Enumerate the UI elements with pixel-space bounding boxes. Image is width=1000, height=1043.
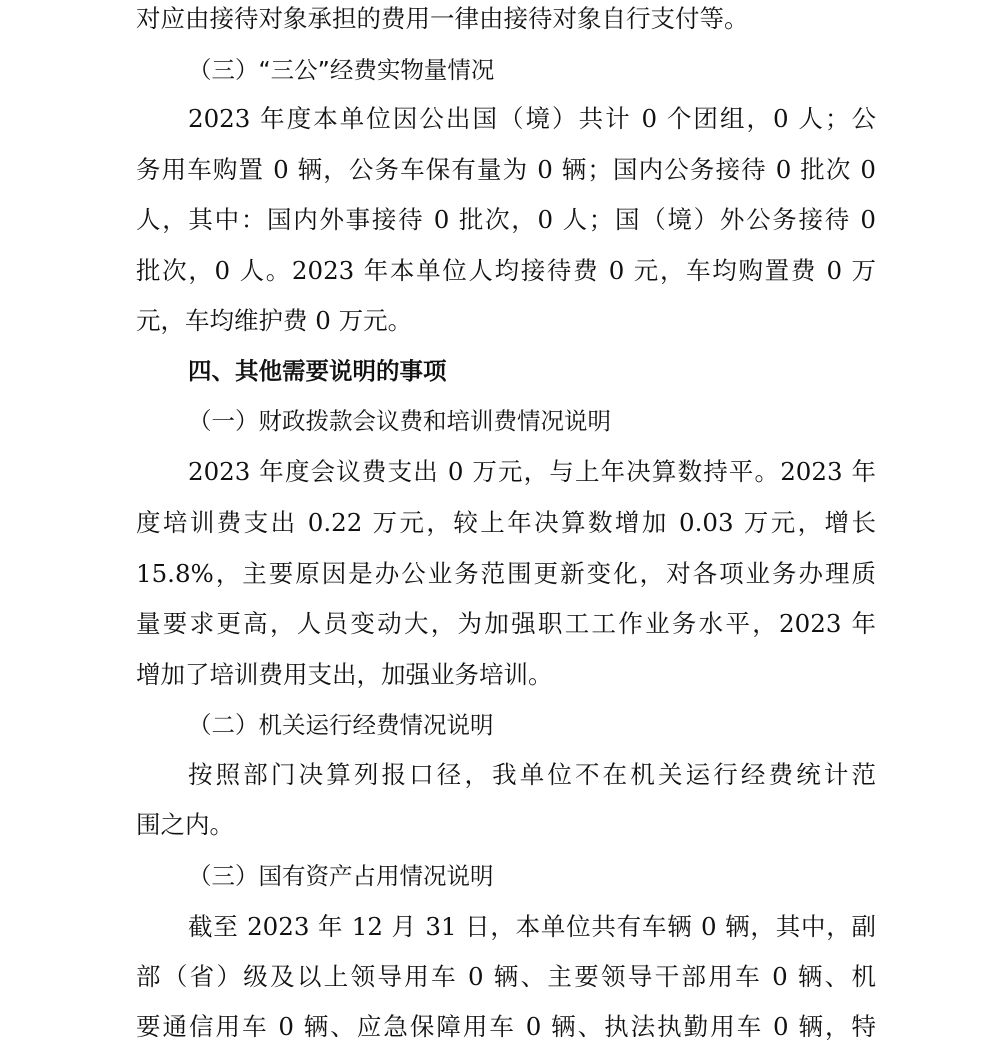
paragraph-line: 围之内。 xyxy=(136,810,234,839)
section-heading: （一）财政拨款会议费和培训费情况说明 xyxy=(188,407,611,435)
paragraph-line: 要通信用车 0 辆、应急保障用车 0 辆、执法执勤用车 0 辆，特 xyxy=(136,1012,876,1041)
paragraph-line: 部（省）级及以上领导用车 0 辆、主要领导干部用车 0 辆、机 xyxy=(136,962,876,991)
paragraph-line: 务用车购置 0 辆，公务车保有量为 0 辆；国内公务接待 0 批次 0 xyxy=(136,155,876,184)
paragraph-line: 量要求更高，人员变动大，为加强职工工作业务水平，2023 年 xyxy=(136,609,876,638)
paragraph-line: 元，车均维护费 0 万元。 xyxy=(136,306,413,335)
paragraph-line: 按照部门决算列报口径，我单位不在机关运行经费统计范 xyxy=(188,760,876,789)
paragraph-line: 对应由接待对象承担的费用一律由接待对象自行支付等。 xyxy=(136,4,749,33)
section-heading: （二）机关运行经费情况说明 xyxy=(188,711,494,739)
paragraph-line: 15.8%，主要原因是办公业务范围更新变化，对各项业务办理质 xyxy=(136,559,876,588)
paragraph-line: 批次，0 人。2023 年本单位人均接待费 0 元，车均购置费 0 万 xyxy=(136,256,876,285)
section-heading: （三）国有资产占用情况说明 xyxy=(188,862,494,890)
paragraph-line: 截至 2023 年 12 月 31 日，本单位共有车辆 0 辆，其中，副 xyxy=(188,912,876,941)
section-heading: （三）“三公”经费实物量情况 xyxy=(188,56,495,84)
paragraph-line: 增加了培训费用支出，加强业务培训。 xyxy=(136,660,553,689)
paragraph-line: 2023 年度本单位因公出国（境）共计 0 个团组，0 人；公 xyxy=(188,104,876,133)
paragraph-line: 2023 年度会议费支出 0 万元，与上年决算数持平。2023 年 xyxy=(188,457,876,486)
paragraph-line: 度培训费支出 0.22 万元，较上年决算数增加 0.03 万元，增长 xyxy=(136,508,876,537)
paragraph-line: 人，其中：国内外事接待 0 批次，0 人；国（境）外公务接待 0 xyxy=(136,205,876,234)
chapter-heading: 四、其他需要说明的事项 xyxy=(188,357,447,385)
